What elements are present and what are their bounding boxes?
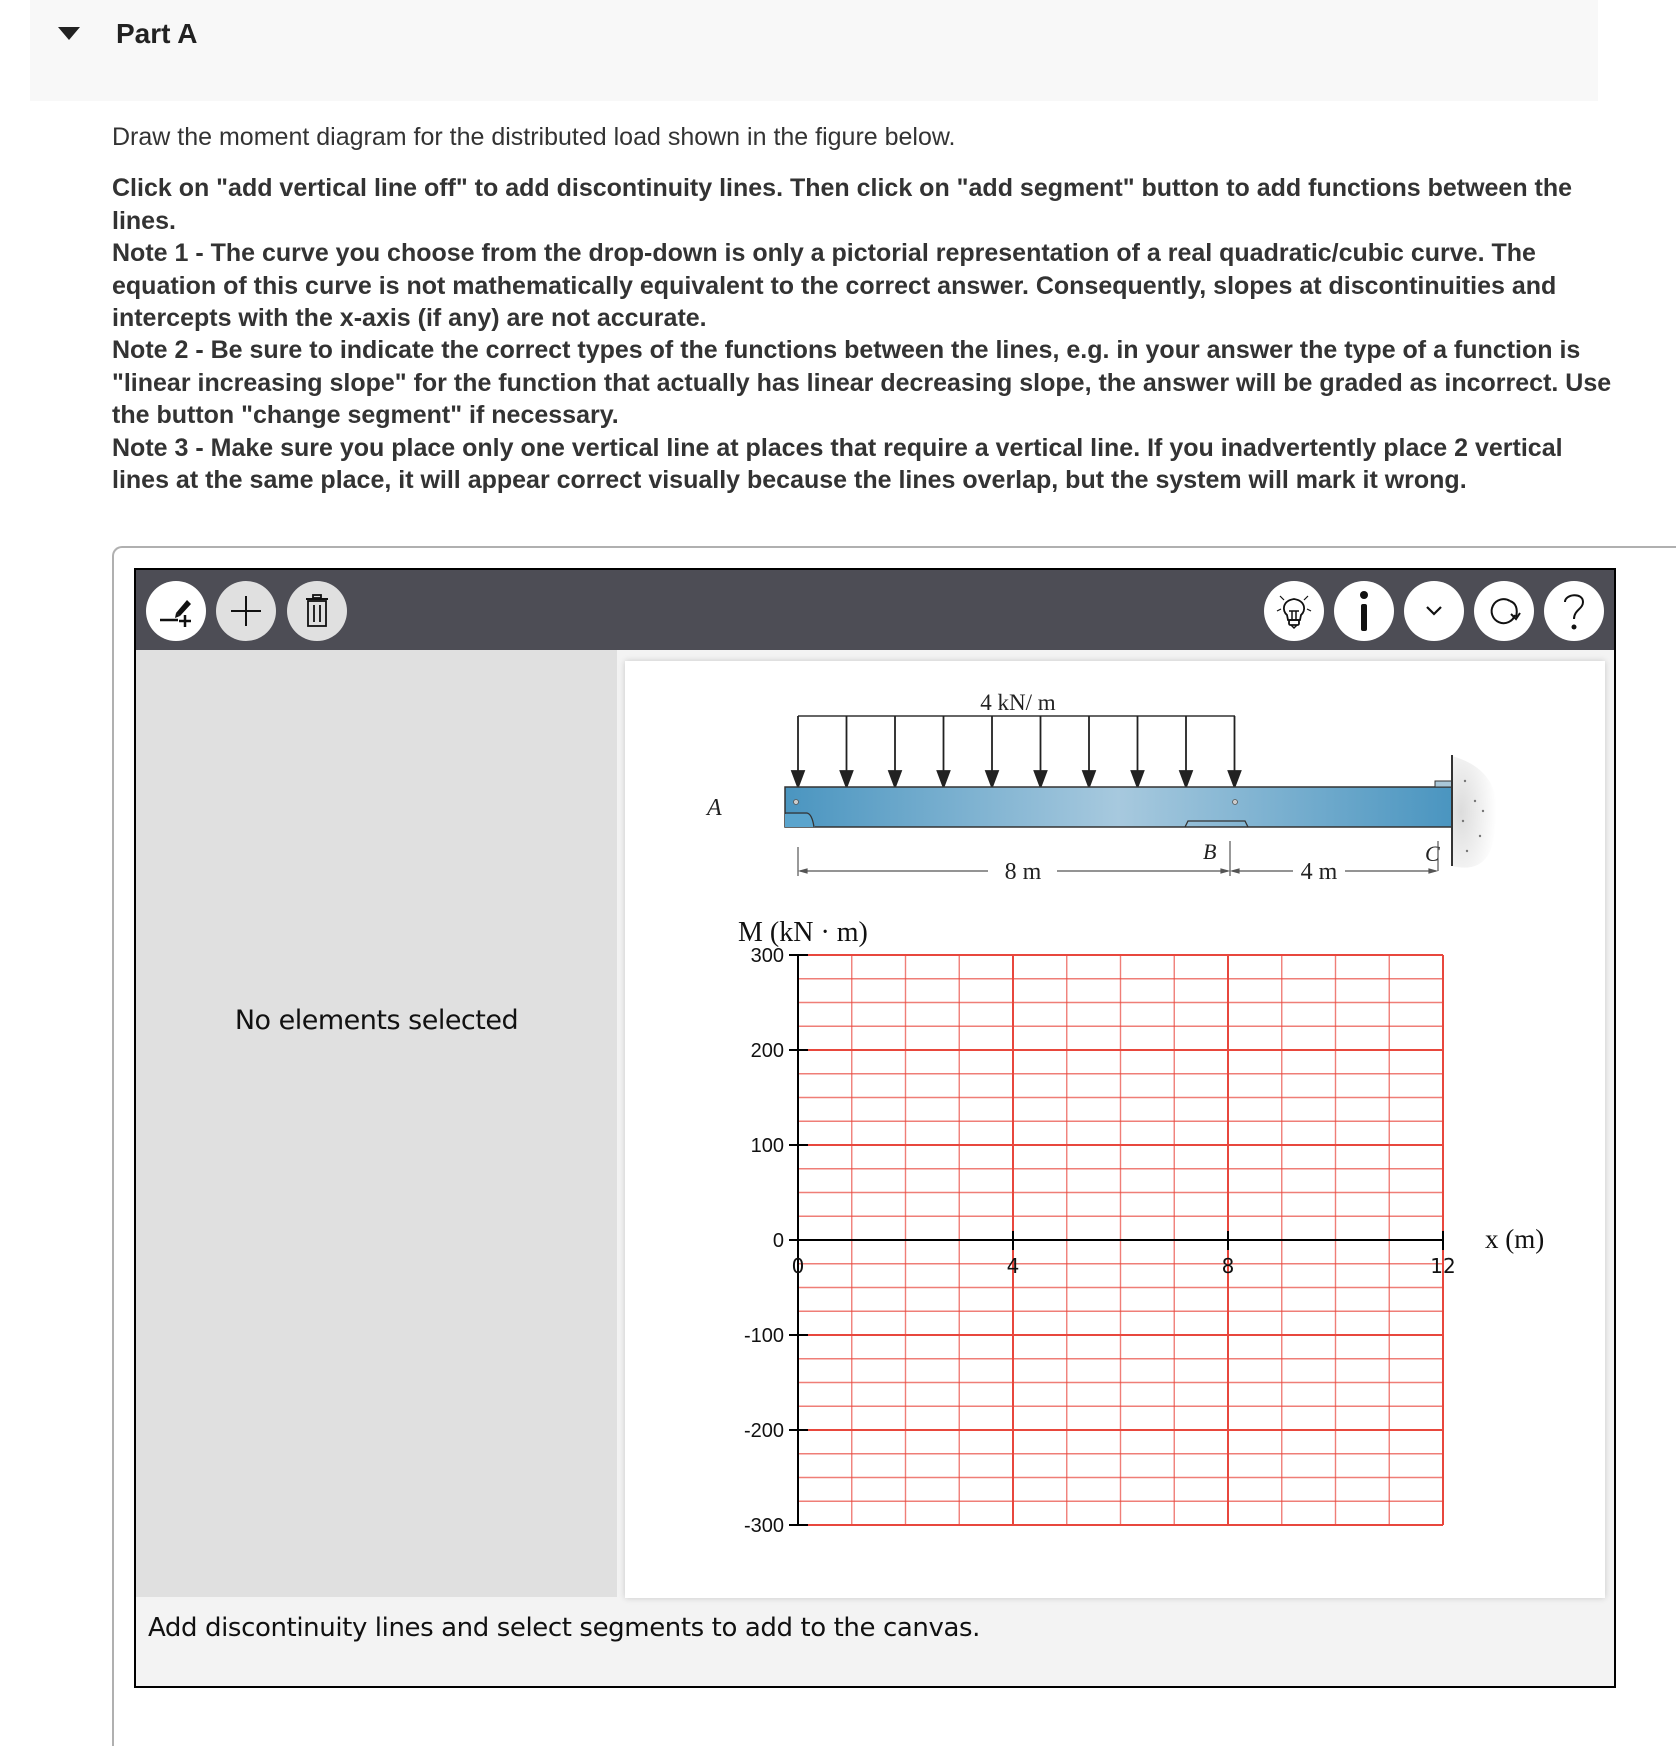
add-vertical-line-button[interactable] (146, 581, 206, 641)
trash-icon (304, 594, 330, 628)
drawing-canvas[interactable] (625, 661, 1605, 1598)
svg-text:100: 100 (750, 1135, 784, 1157)
lightbulb-icon (1272, 589, 1316, 633)
distributed-load-arrows (792, 716, 1241, 787)
info-icon (1354, 589, 1374, 633)
load-label: 4 kN/ m (980, 690, 1056, 715)
x-ticks (792, 1231, 1456, 1278)
svg-text:-300: -300 (743, 1515, 784, 1537)
instruction-intro: Draw the moment diagram for the distributed load shown in the figure below. (112, 123, 956, 151)
drawing-tool (134, 568, 1616, 1688)
hint-button[interactable] (1264, 581, 1324, 641)
reset-button[interactable] (1474, 581, 1534, 641)
dimension-lines (798, 841, 1438, 876)
beam (785, 787, 1452, 827)
chevron-down-icon (1424, 604, 1444, 618)
expand-button[interactable] (1404, 581, 1464, 641)
instruction-note-3: Note 3 - Make sure you place only one vertical line at places that require a vertical line. If you inadvertently place 2 vertical lines at the same place, it will appear correct visually because the lines overlap, but the system will mark it wrong. (112, 433, 1563, 495)
svg-text:0: 0 (772, 1230, 784, 1252)
point-c-label: C (1425, 841, 1440, 866)
canvas-caption: Add discontinuity lines and select segments to add to the canvas. (148, 1613, 980, 1643)
point-a-label: A (707, 795, 722, 821)
svg-text:200: 200 (750, 1040, 784, 1062)
svg-text:-200: -200 (743, 1420, 784, 1442)
help-button[interactable] (1544, 581, 1604, 641)
info-button[interactable] (1334, 581, 1394, 641)
part-title: Part A (116, 18, 198, 49)
add-segment-button[interactable] (216, 581, 276, 641)
x-axis-label: x (m) (1485, 1224, 1545, 1254)
instruction-note-1: Note 1 - The curve you choose from the drop-down is only a pictorial representation of a real quadratic/cubic curve. The equation of this curve is not mathematically equivalent to the correct answer. Consequently, slopes at discontinuities and intercepts with the x-axis (if any) are not accurate. (112, 239, 1557, 333)
instruction-steps: Click on "add vertical line off" to add discontinuity lines. Then click on "add segment" button to add functions between the lines. (112, 174, 1573, 235)
svg-text:12: 12 (1430, 1254, 1456, 1278)
part-header (30, 0, 1598, 101)
instructions (112, 121, 1612, 496)
question-icon (1559, 589, 1589, 633)
svg-text:4: 4 (1006, 1254, 1020, 1278)
redo-icon (1484, 591, 1524, 631)
dim-bc-label: 4 m (1300, 859, 1338, 885)
delete-button[interactable] (287, 581, 347, 641)
plus-icon (229, 594, 263, 628)
point-b-label: B (1203, 839, 1217, 864)
moment-diagram-canvas[interactable] (625, 661, 1605, 1598)
svg-text:-100: -100 (743, 1325, 784, 1347)
selection-status: No elements selected (234, 1005, 519, 1036)
toolbar (136, 570, 1614, 650)
svg-text:300: 300 (750, 945, 784, 967)
y-axis-label: M (kN · m) (738, 917, 868, 948)
selection-panel (136, 650, 617, 1597)
beam-figure (705, 690, 1497, 885)
moment-chart (738, 917, 1544, 1537)
instruction-note-2: Note 2 - Be sure to indicate the correct types of the functions between the lines, e.g. in your answer the type of a function is "linear increasing slope" for the function that actually has linear decreasing slope, the answer will be graded as incorrect. Use the button "change segment" if necessary. (112, 336, 1612, 430)
collapse-triangle-icon[interactable] (58, 27, 80, 40)
svg-text:0: 0 (791, 1254, 805, 1278)
dim-ab-label: 8 m (1004, 859, 1042, 885)
pencil-plus-icon (156, 591, 196, 631)
svg-text:8: 8 (1221, 1254, 1235, 1278)
